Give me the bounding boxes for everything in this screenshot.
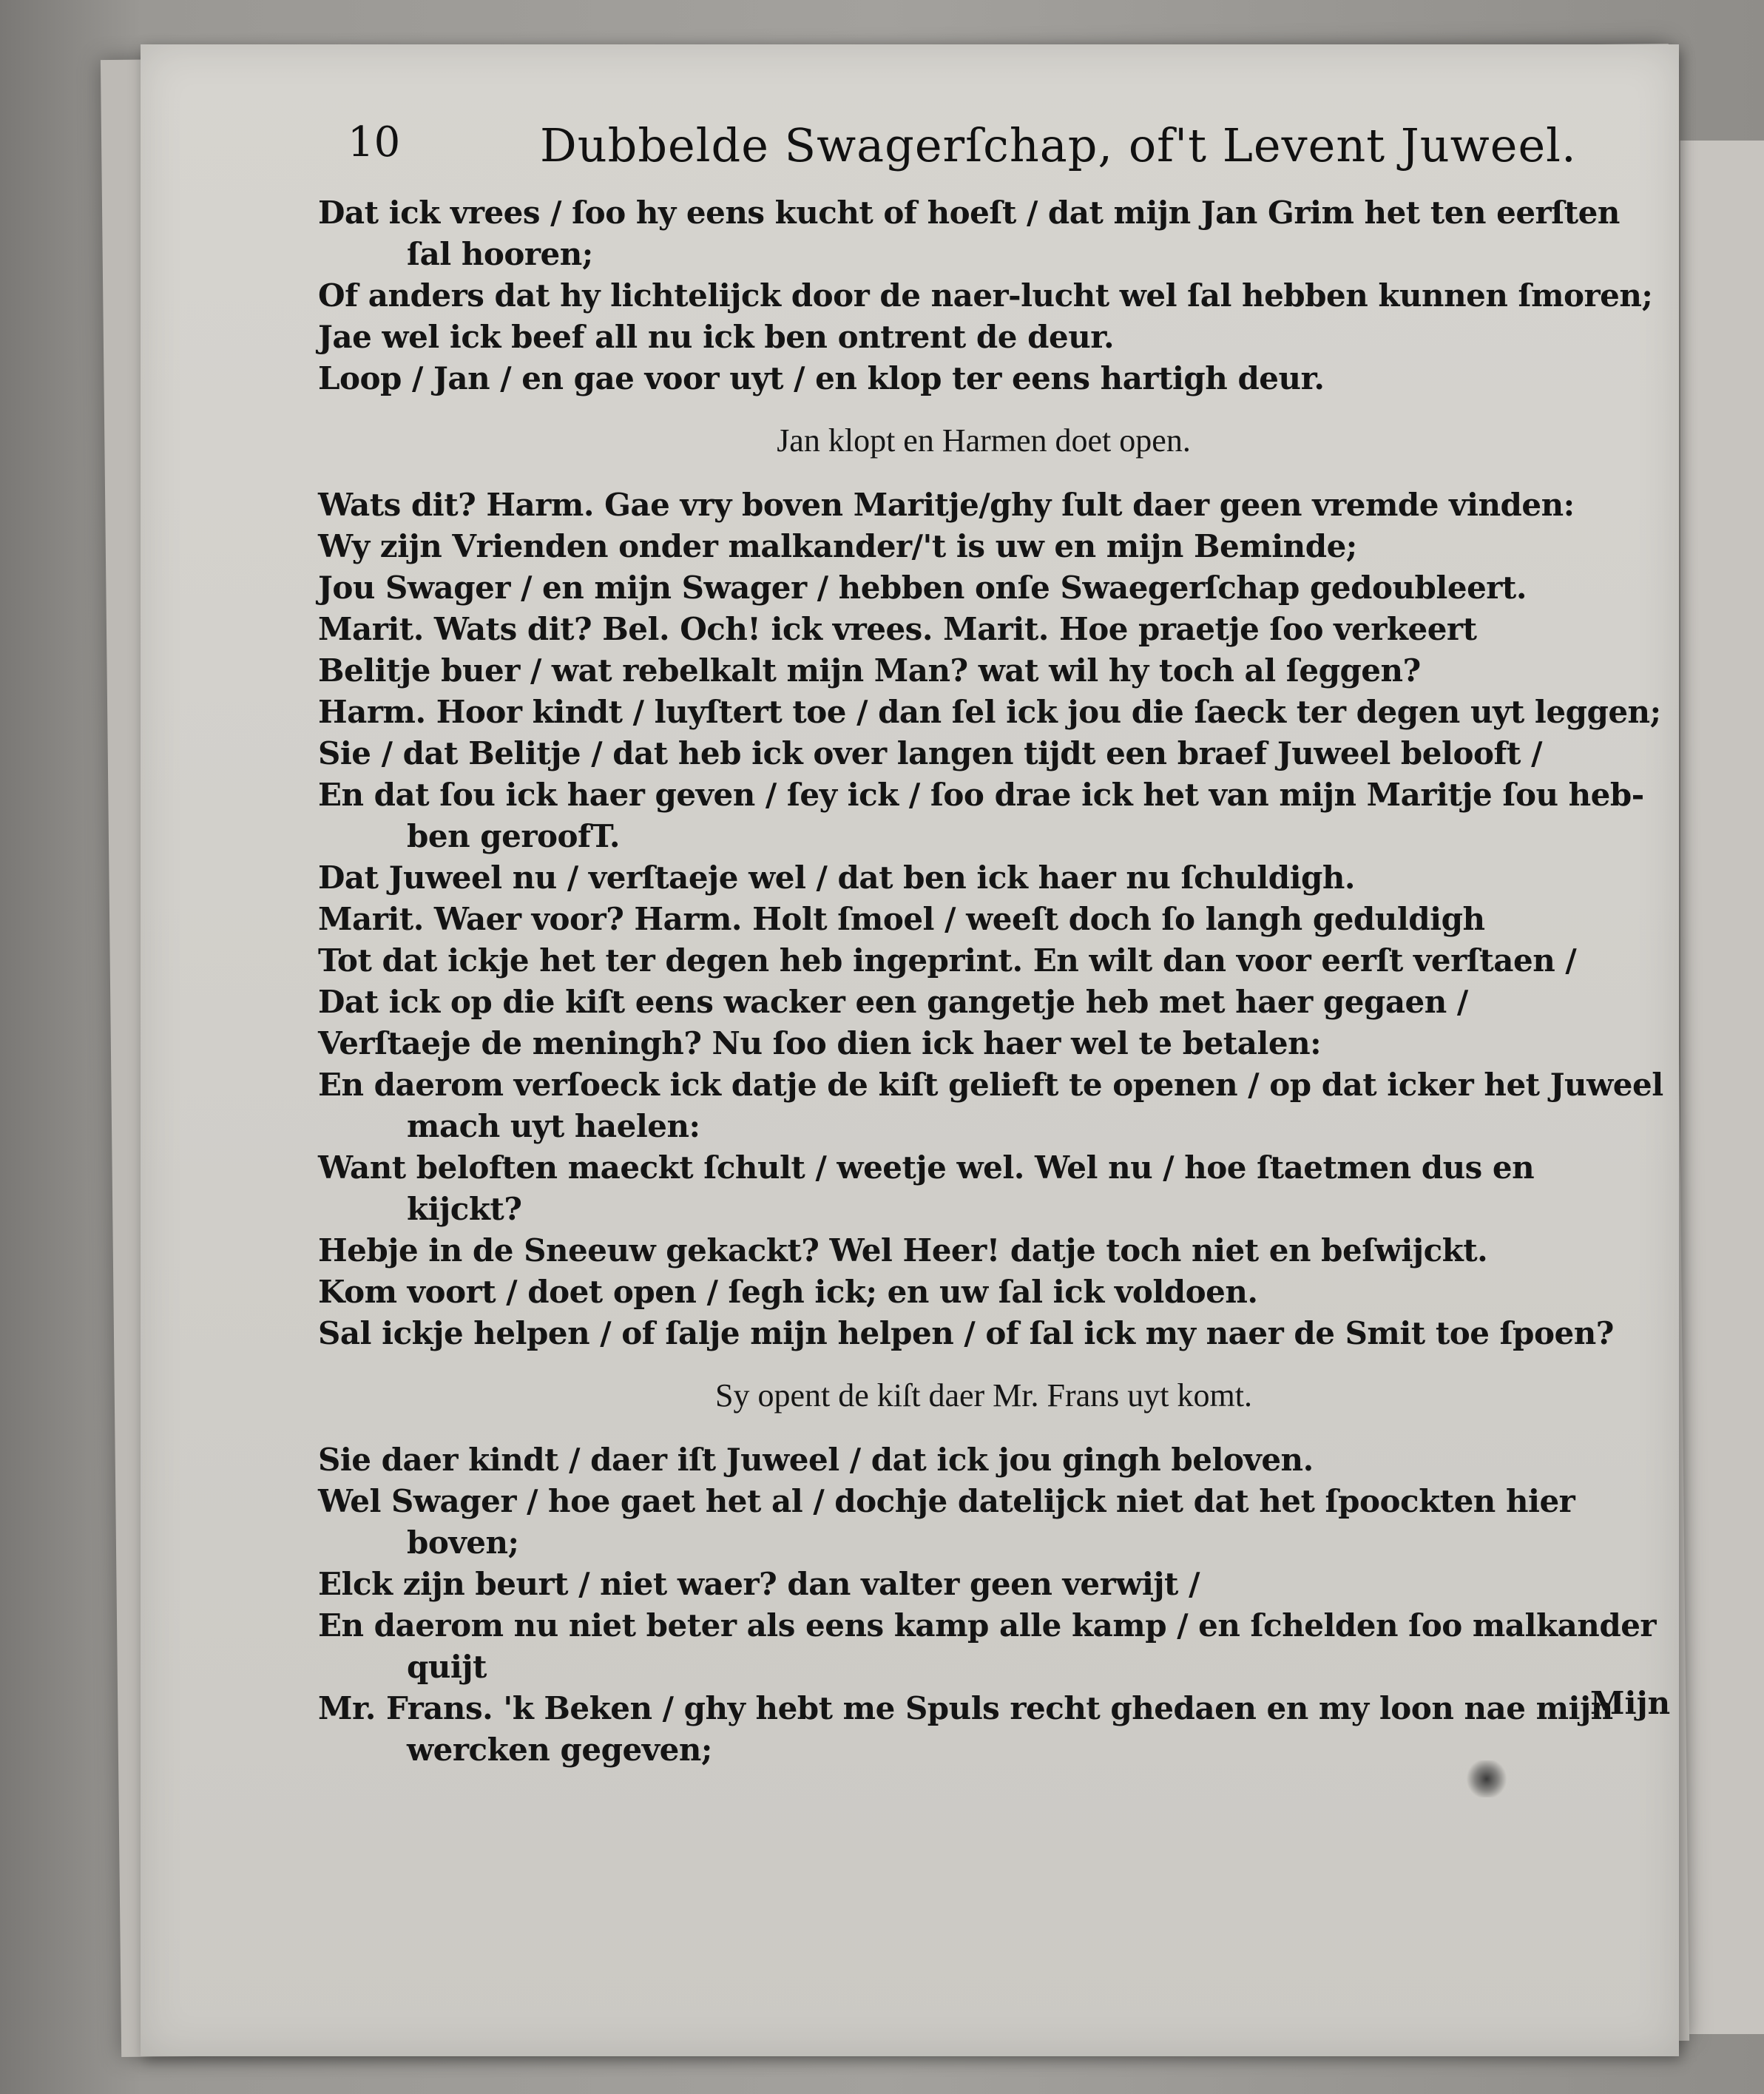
verse-line: Dat Juweel nu / verſtaeje wel / dat ben ick haer nu ſchuldigh. <box>318 859 1356 896</box>
body-text <box>318 192 1663 1771</box>
book-page <box>141 44 1679 2056</box>
verse-line: En dat ſou ick haer geven / ſey ick / ſoo drae ick het van mijn Maritje ſou heb- <box>318 777 1644 813</box>
verse-line: Belitje buer / wat rebelkalt mijn Man? wat wil hy toch al ſeggen? <box>318 652 1421 689</box>
verse-line: Wy zijn Vrienden onder malkander/'t is uw en mijn Beminde; <box>318 528 1357 564</box>
verse-line: quijt <box>407 1649 487 1685</box>
verse-line: wercken gegeven; <box>407 1732 712 1768</box>
verse-line: Jou Swager / en mijn Swager / hebben onſe Swaegerſchap gedoubleert. <box>318 570 1527 606</box>
verse-line: Sie daer kindt / daer iſt Juweel / dat ick jou gingh beloven. <box>318 1442 1314 1478</box>
running-title: Dubbelde Swagerſchap, of't Levent Juweel. <box>540 118 1577 172</box>
verse-line: En daerom verſoeck ick datje de kiſt gelieft te openen / op dat icker het Juweel <box>318 1067 1663 1103</box>
verse-line: Elck zijn beurt / niet waer? dan valter geen verwijt / <box>318 1566 1200 1602</box>
verse-line: Of anders dat hy lichtelijck door de naer-lucht wel ſal hebben kunnen ſmoren; <box>318 277 1653 314</box>
page-header <box>141 118 1679 200</box>
verse-line: ben geroofT. <box>407 818 621 854</box>
verse-line: Sie / dat Belitje / dat heb ick over langen tijdt een braef Juweel belooft / <box>318 735 1542 771</box>
catchword: Mijn <box>1590 1685 1671 1721</box>
verse-line: Mr. Frans. 'k Beken / ghy hebt me Spuls recht ghedaen en my loon nae mijn <box>318 1690 1613 1726</box>
facing-page-edge <box>1679 141 1764 2034</box>
verse-line: Wel Swager / hoe gaet het al / dochje datelijck niet dat het ſpoockten hier <box>318 1483 1575 1519</box>
verse-line: Wats dit? Harm. Gae vry boven Maritje/ghy ſult daer geen vremde vinden: <box>318 487 1575 523</box>
verse-line: Loop / Jan / en gae voor uyt / en klop ter eens hartigh deur. <box>318 360 1325 396</box>
verse-line: Marit. Wats dit? Bel. Och! ick vrees. Marit. Hoe praetje ſoo verkeert <box>318 611 1477 647</box>
verse-line: Tot dat ickje het ter degen heb ingeprint. En wilt dan voor eerſt verſtaen / <box>318 942 1577 979</box>
verse-line: Sal ickje helpen / of ſalje mijn helpen / of ſal ick my naer de Smit toe ſpoen? <box>318 1315 1614 1351</box>
verse-line: Want beloften maeckt ſchult / weetje wel. Wel nu / hoe ſtaetmen dus en <box>318 1149 1535 1186</box>
verse-line: Dat ick vrees / ſoo hy eens kucht of hoeſt / dat mijn Jan Grim het ten eerſten <box>318 195 1620 231</box>
verse-line: Harm. Hoor kindt / luyſtert toe / dan ſel ick jou die ſaeck ter degen uyt leggen; <box>318 694 1661 730</box>
verse-line: En daerom nu niet beter als eens kamp alle kamp / en ſchelden ſoo malkander <box>318 1607 1657 1644</box>
verse-line: boven; <box>407 1524 519 1561</box>
verse-line: mach uyt haelen: <box>407 1108 700 1144</box>
verse-line: ſal hooren; <box>407 236 593 272</box>
stage-direction: Sy opent de kiſt daer Mr. Frans uyt komt. <box>715 1377 1252 1414</box>
ink-smudge <box>1464 1760 1509 1797</box>
verse-line: kijckt? <box>407 1191 522 1227</box>
verse-line: Marit. Waer voor? Harm. Holt ſmoel / weeſt doch ſo langh geduldigh <box>318 901 1485 937</box>
verse-line: Verſtaeje de meningh? Nu ſoo dien ick haer wel te betalen: <box>318 1025 1322 1061</box>
verse-line: Hebje in de Sneeuw gekackt? Wel Heer! datje toch niet en beſwijckt. <box>318 1232 1488 1269</box>
verse-line: Dat ick op die kiſt eens wacker een gangetje heb met haer gegaen / <box>318 984 1468 1020</box>
stage-direction: Jan klopt en Harmen doet open. <box>777 422 1191 459</box>
verse-line: Jae wel ick beef all nu ick ben ontrent de deur. <box>318 319 1115 355</box>
page-number: 10 <box>348 118 401 166</box>
verse-line: Kom voort / doet open / ſegh ick; en uw ſal ick voldoen. <box>318 1274 1258 1310</box>
